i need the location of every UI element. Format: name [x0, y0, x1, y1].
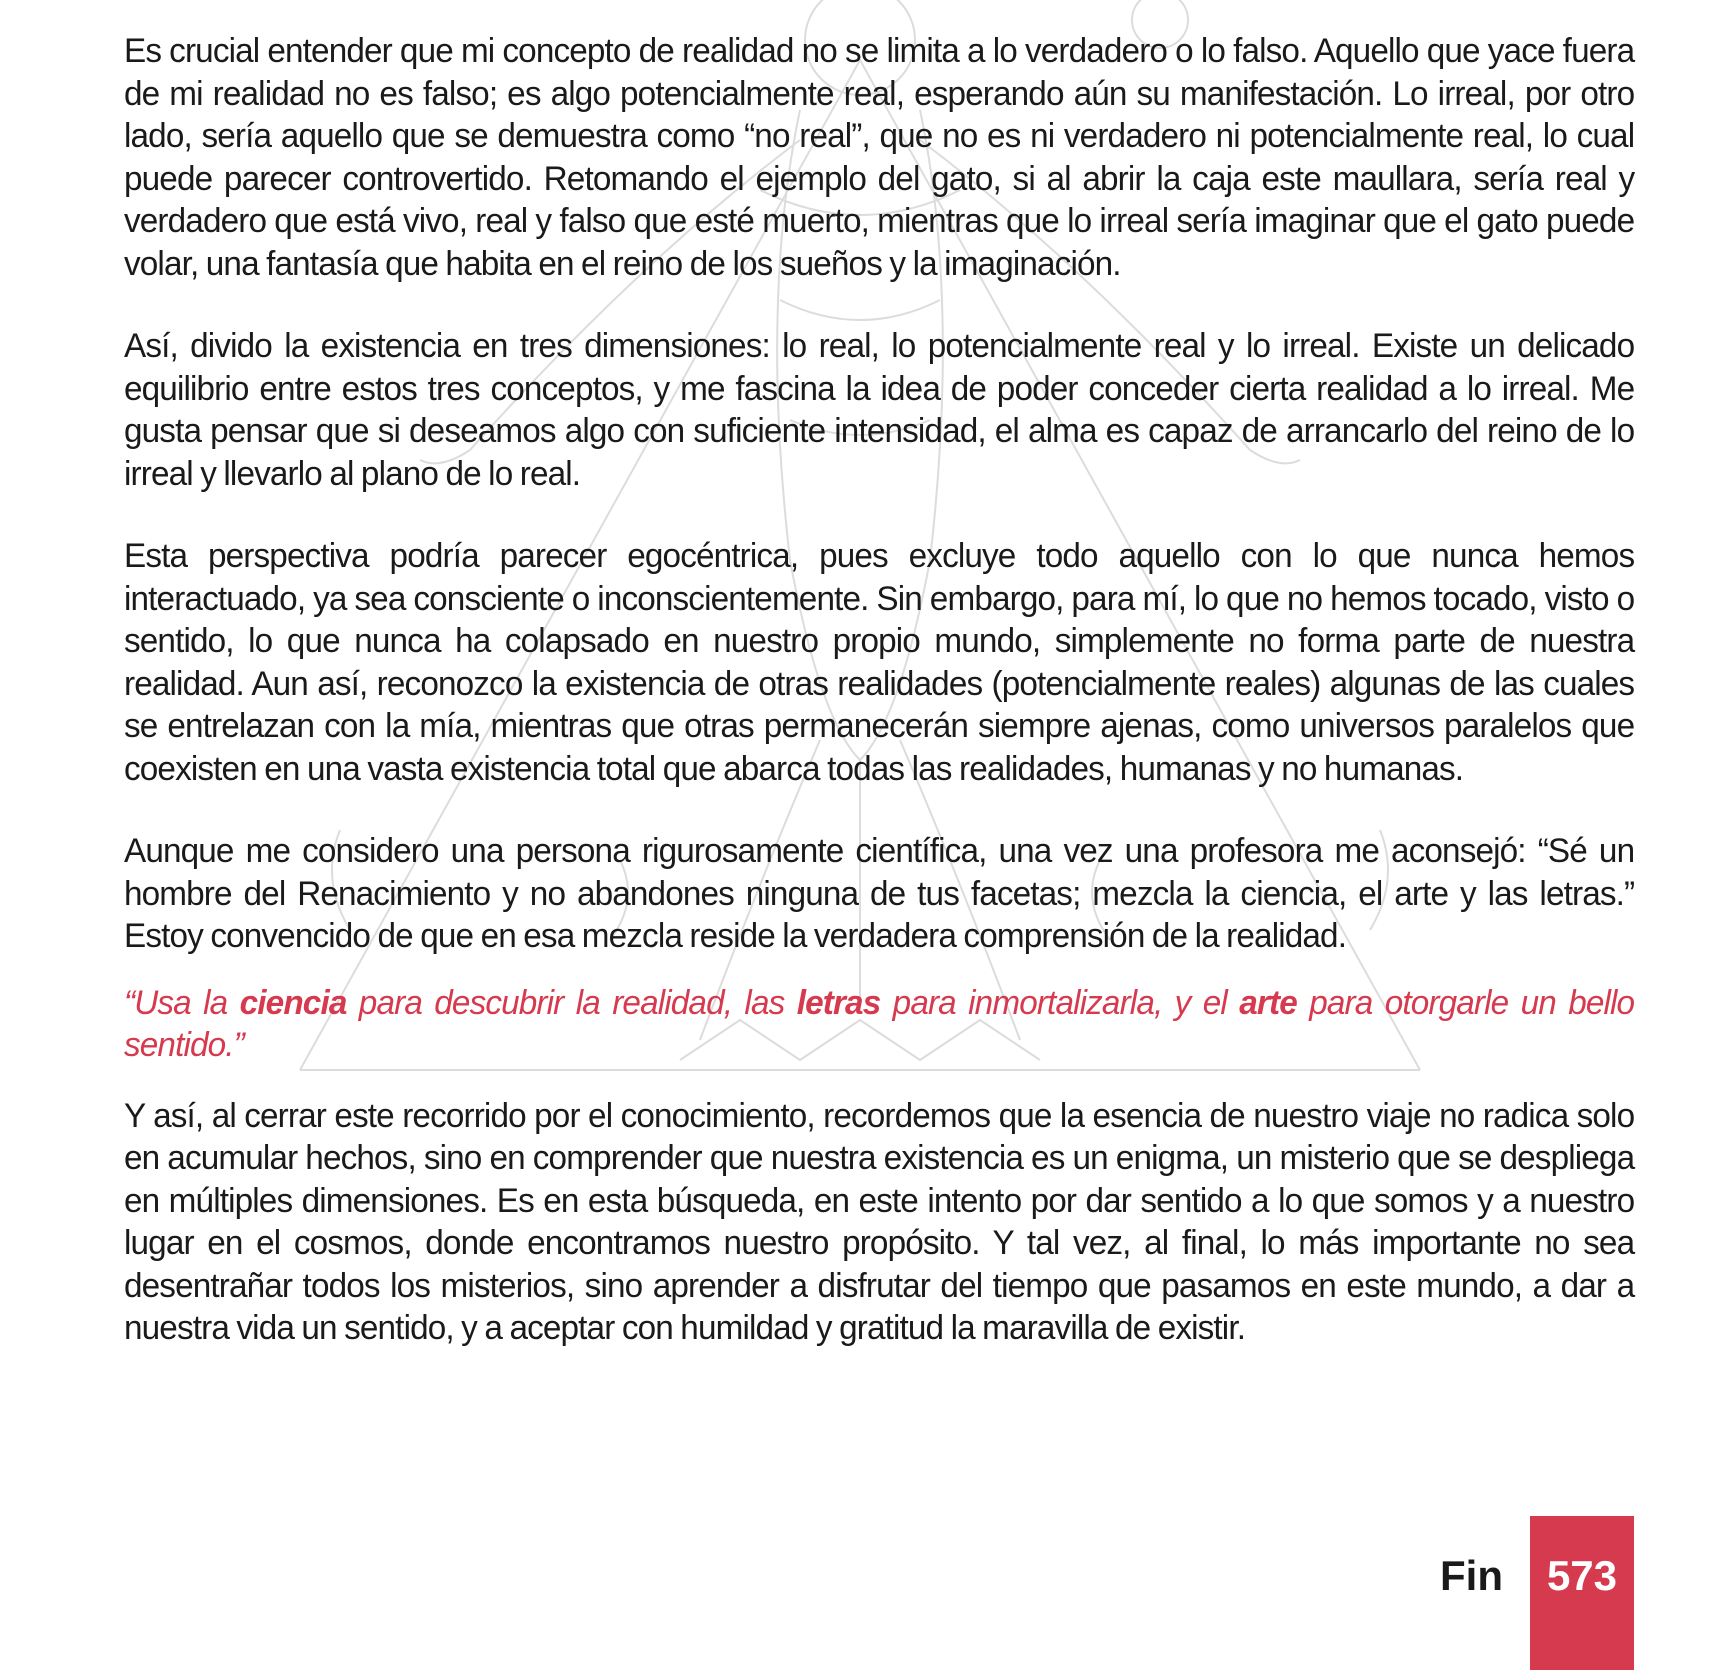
quote-bold-arte: arte — [1239, 983, 1297, 1022]
quote-bold-ciencia: ciencia — [239, 983, 347, 1022]
paragraph-closing: Y así, al cerrar este recorrido por el conocimiento, recordemos que la esencia de nuestro viaje no radica solo en acumular hechos, sino en comprender que nuestra existencia es un enigma, un misterio que se despliega en múltiples dimensiones. Es en esta búsqueda, en este intento por dar sentido a lo que somos y a nuestro lugar en el cosmos, donde encontramos nuestro propósito. Y tal vez, al final, lo más importante no sea desentrañar todos los misterios, sino aprender a disfrutar del tiempo que pasamos en este mundo, a dar a nuestra vida un sentido, y a aceptar con humildad y gratitud la maravilla de existir. — [124, 1096, 1635, 1347]
quote-text-4: para otorgarle un bello sentido.” — [124, 983, 1635, 1064]
paragraph-perspectiva: Esta perspectiva podría parecer egocéntrica, pues excluye todo aquello con lo que nunca hemos interactuado, ya sea consciente o inconscientemente. Sin embargo, para mí, lo que no hemos tocado, visto o sentido, lo que nunca ha colapsado en nuestro propio mundo, simplemente no forma parte de nuestra realidad. Aun así, reconozco la existencia de otras realidades (potencialmente reales) algunas de las cuales se entrelazan con la mía, mientras que otras permanecerán siempre ajenas, como universos paralelos que coexisten en una vasta existencia total que abarca todas las realidades, humanas y no humanas. — [124, 537, 1635, 788]
paragraph-realidad: Es crucial entender que mi concepto de realidad no se limita a lo verdadero o lo falso. Aquello que yace fuera de mi realidad no es falso; es algo potencialmente real, esperando aún su manifestación. Lo irreal, por otro lado, sería aquello que se demuestra como “no real”, que no es ni verdadero ni potencialmente real, lo cual puede parecer controvertido. Retomando el ejemplo del gato, si al abrir la caja este maullara, sería real y verdadero que está vivo, real y falso que esté muerto, mientras que lo irreal sería imaginar que el gato puede volar, una fantasía que habita en el reino de los sueños y la imaginación. — [124, 32, 1635, 283]
highlight-quote — [124, 982, 1634, 1067]
paragraph-dimensiones: Así, divido la existencia en tres dimensiones: lo real, lo potencialmente real y lo irreal. Existe un delicado equilibrio entre estos tres conceptos, y me fascina la idea de poder conceder cierta realidad a lo irreal. Me gusta pensar que si deseamos algo con suficiente intensidad, el alma es capaz de arrancarlo del reino de lo irreal y llevarlo al plano de lo real. — [124, 327, 1635, 493]
quote-bold-letras: letras — [796, 983, 881, 1022]
document-body — [124, 30, 1634, 1390]
quote-text-3: para inmortalizarla, y el — [880, 983, 1240, 1022]
page-number-tab — [1530, 1516, 1634, 1670]
paragraph-renacimiento: Aunque me considero una persona rigurosamente científica, una vez una profesora me aconsejó: “Sé un hombre del Renacimiento y no abandones ninguna de tus facetas; mezcla la ciencia, el arte y las letras.” Estoy convencido de que en esa mezcla reside la verdadera comprensión de la realidad. — [124, 832, 1635, 955]
quote-text-1: “Usa la — [124, 983, 240, 1022]
footer-fin-label: Fin — [1440, 1552, 1503, 1599]
page-number: 573 — [1546, 1552, 1618, 1599]
quote-text-2: para descubrir la realidad, las — [346, 983, 797, 1022]
